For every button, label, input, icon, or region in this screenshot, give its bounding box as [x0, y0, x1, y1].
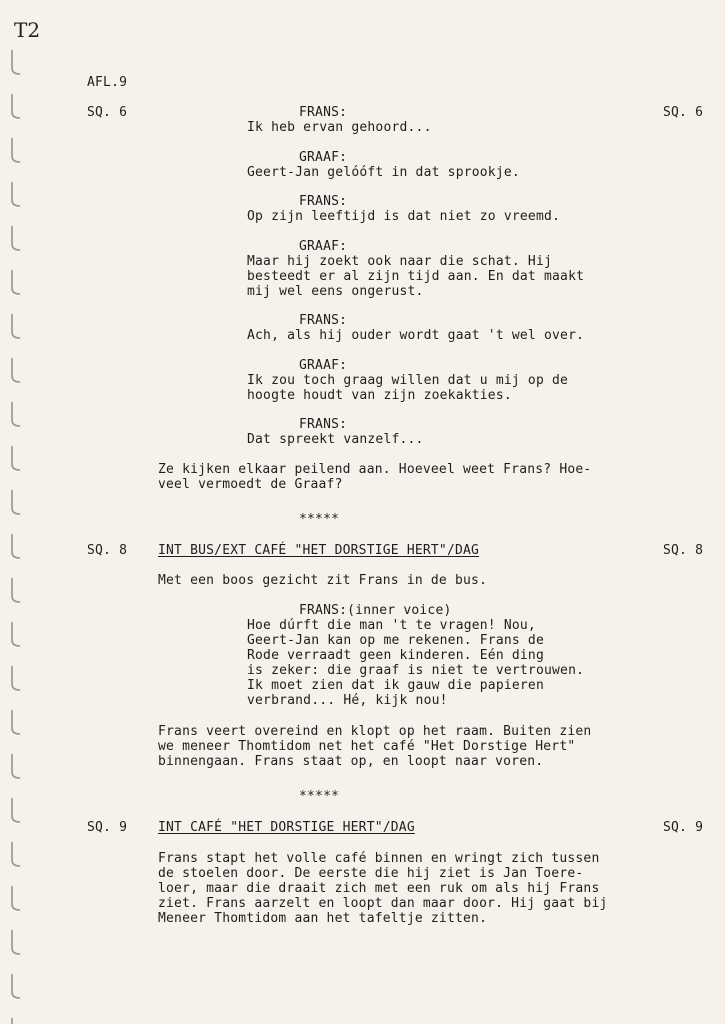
dialogue-line: Geert-Jan kan op me rekenen. Frans de: [247, 633, 544, 648]
dialogue-line: Op zijn leeftijd is dat niet zo vreemd.: [247, 209, 561, 224]
binder-hole-mark: [12, 578, 20, 602]
binder-hole-mark: [12, 182, 20, 206]
binder-holes: [0, 0, 40, 1024]
scene-heading: INT BUS/EXT CAFÉ "HET DORSTIGE HERT"/DAG: [158, 543, 480, 558]
binder-hole-mark: [12, 138, 20, 162]
dialogue-line: verbrand... Hé, kijk nou!: [247, 693, 448, 708]
dialogue-line: mij wel eens ongerust.: [247, 284, 424, 299]
episode-reference: AFL.9: [87, 75, 128, 90]
dialogue-line: Rode verraadt geen kinderen. Eén ding: [247, 648, 544, 663]
binder-hole-mark: [12, 886, 20, 910]
binder-hole-mark: [12, 94, 20, 118]
dialogue-line: Ik heb ervan gehoord...: [247, 120, 432, 135]
binder-hole-mark: [12, 710, 20, 734]
dialogue-line: Ik moet zien dat ik gauw die papieren: [247, 678, 544, 693]
binder-hole-mark: [12, 842, 20, 866]
action-line: we meneer Thomtidom net het café "Het Dorstige Hert": [158, 739, 576, 754]
scene-number-right: SQ. 6: [663, 105, 704, 120]
scene-separator: *****: [299, 789, 340, 804]
binder-hole-mark: [12, 930, 20, 954]
binder-hole-mark: [12, 226, 20, 250]
scene-number-right: SQ. 9: [663, 820, 704, 835]
character-name: GRAAF:: [299, 358, 348, 373]
character-name: FRANS:(inner voice): [299, 603, 452, 618]
binder-hole-mark: [12, 402, 20, 426]
action-line: Frans veert overeind en klopt op het raam. Buiten zien: [158, 724, 592, 739]
action-line: ziet. Frans aarzelt en loopt dan maar door. Hij gaat bij: [158, 896, 608, 911]
binder-hole-mark: [12, 50, 20, 74]
action-line: Meneer Thomtidom aan het tafeltje zitten.: [158, 911, 488, 926]
dialogue-line: hoogte houdt van zijn zoekakties.: [247, 388, 512, 403]
character-name: GRAAF:: [299, 239, 348, 254]
dialogue-line: besteedt er al zijn tijd aan. En dat maakt: [247, 269, 585, 284]
character-name: FRANS:: [299, 105, 348, 120]
scene-heading: INT CAFÉ "HET DORSTIGE HERT"/DAG: [158, 820, 415, 835]
binder-hole-mark: [12, 270, 20, 294]
dialogue-line: Ach, als hij ouder wordt gaat 't wel over.: [247, 328, 585, 343]
action-line: loer, maar die draait zich met een ruk om als hij Frans: [158, 881, 600, 896]
character-name: FRANS:: [299, 313, 348, 328]
character-name: FRANS:: [299, 417, 348, 432]
handwritten-page-mark: T2: [14, 18, 41, 42]
binder-hole-mark: [12, 666, 20, 690]
action-line: de stoelen door. De eerste die hij ziet is Jan Toere-: [158, 866, 584, 881]
character-name: GRAAF:: [299, 150, 348, 165]
binder-hole-mark: [12, 798, 20, 822]
binder-hole-mark: [12, 1018, 20, 1024]
action-line: Frans stapt het volle café binnen en wringt zich tussen: [158, 851, 600, 866]
action-line: Met een boos gezicht zit Frans in de bus.: [158, 573, 488, 588]
dialogue-line: Ik zou toch graag willen dat u mij op de: [247, 373, 569, 388]
action-line: veel vermoedt de Graaf?: [158, 477, 343, 492]
binder-hole-mark: [12, 622, 20, 646]
binder-hole-mark: [12, 358, 20, 382]
binder-hole-mark: [12, 446, 20, 470]
binder-hole-mark: [12, 314, 20, 338]
binder-hole-mark: [12, 974, 20, 998]
character-name: FRANS:: [299, 194, 348, 209]
dialogue-line: Geert-Jan gelóóft in dat sprookje.: [247, 165, 520, 180]
scene-separator: *****: [299, 512, 340, 527]
binder-hole-mark: [12, 534, 20, 558]
scene-number-left: SQ. 8: [87, 543, 128, 558]
dialogue-line: Dat spreekt vanzelf...: [247, 432, 424, 447]
binder-hole-mark: [12, 490, 20, 514]
dialogue-line: Maar hij zoekt ook naar die schat. Hij: [247, 254, 553, 269]
action-line: Ze kijken elkaar peilend aan. Hoeveel weet Frans? Hoe-: [158, 462, 592, 477]
action-line: binnengaan. Frans staat op, en loopt naar voren.: [158, 754, 544, 769]
binder-hole-mark: [12, 754, 20, 778]
dialogue-line: is zeker: die graaf is niet te vertrouwen.: [247, 663, 585, 678]
scene-number-left: SQ. 6: [87, 105, 128, 120]
dialogue-line: Hoe dúrft die man 't te vragen! Nou,: [247, 618, 536, 633]
scene-number-right: SQ. 8: [663, 543, 704, 558]
scene-number-left: SQ. 9: [87, 820, 128, 835]
